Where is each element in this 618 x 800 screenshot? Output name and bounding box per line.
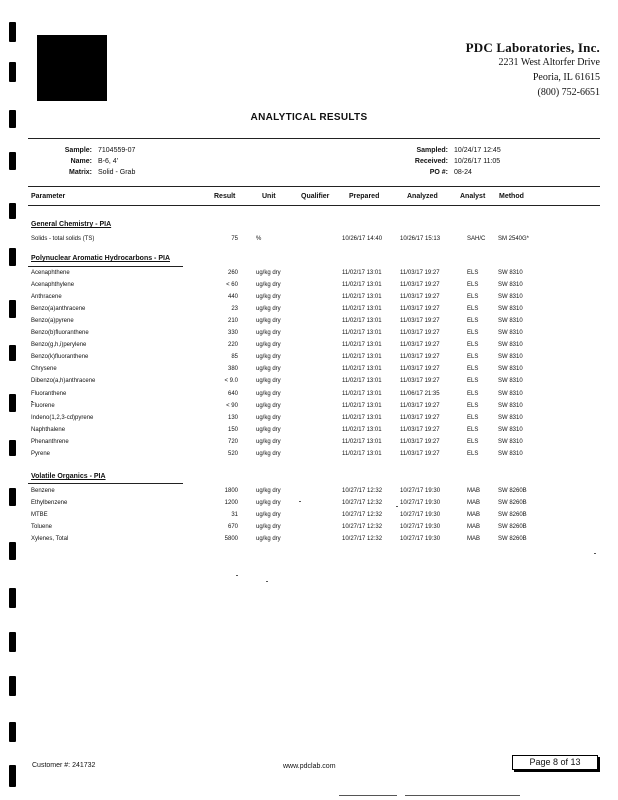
table-row <box>0 318 618 329</box>
unit: ug/kg dry <box>256 282 281 289</box>
param-name: Xylenes, Total <box>31 536 69 542</box>
result-value: < 90 <box>226 402 238 409</box>
prepared-date: 11/02/17 13:01 <box>342 342 382 349</box>
method: SW 8310 <box>498 438 523 445</box>
binder-mark <box>9 62 16 82</box>
col-method: Method <box>499 193 524 200</box>
unit: ug/kg dry <box>256 524 281 530</box>
unit: % <box>256 236 262 242</box>
unit: ug/kg dry <box>256 306 281 313</box>
prepared-date: 11/02/17 13:01 <box>342 390 382 397</box>
unit: ug/kg dry <box>256 500 281 506</box>
prepared-date: 11/02/17 13:01 <box>342 414 382 421</box>
binder-mark <box>9 152 16 170</box>
analyzed-date: 10/26/17 15:13 <box>400 236 441 242</box>
po-value: 08-24 <box>454 169 472 176</box>
matrix-label: Matrix: <box>69 169 92 176</box>
unit: ug/kg dry <box>256 342 281 349</box>
binder-mark <box>9 676 16 696</box>
result-value: 130 <box>227 414 238 421</box>
result-value: 640 <box>227 390 238 397</box>
sample-info-left <box>50 145 135 178</box>
company-city: Peoria, IL 61615 <box>532 72 600 83</box>
analyst: MAB <box>467 500 481 506</box>
method: SW 8310 <box>498 282 523 289</box>
analyzed-date: 11/06/17 21:35 <box>400 390 440 397</box>
col-analyzed: Analyzed <box>407 193 438 200</box>
analyzed-date: 11/03/17 19:27 <box>400 330 440 337</box>
prepared-date: 11/02/17 13:01 <box>342 270 382 276</box>
col-prepared: Prepared <box>349 193 380 200</box>
analyzed-date: 10/27/17 19:30 <box>400 488 441 494</box>
method: SW 8260B <box>498 500 527 506</box>
prepared-date: 11/02/17 13:01 <box>342 438 382 445</box>
table-row <box>0 306 618 317</box>
analyst: ELS <box>467 282 479 289</box>
result-value: 670 <box>227 524 238 530</box>
binder-mark <box>9 203 16 219</box>
section-underline <box>28 483 183 484</box>
analyzed-date: 11/03/17 19:27 <box>400 366 440 373</box>
unit: ug/kg dry <box>256 294 281 301</box>
param-name: Toluene <box>31 524 53 530</box>
method: SW 8310 <box>498 330 523 337</box>
result-value: 330 <box>227 330 238 337</box>
prepared-date: 11/02/17 13:01 <box>342 294 382 301</box>
table-row <box>0 500 618 511</box>
table-row <box>0 439 618 450</box>
param-name: Benzo(k)fluoranthene <box>31 354 89 361</box>
result-value: 5800 <box>224 536 238 542</box>
param-name: Benzo(b)fluoranthene <box>31 330 89 337</box>
table-row <box>0 282 618 293</box>
analyst: ELS <box>467 402 479 409</box>
binder-mark <box>9 248 16 266</box>
analyst: ELS <box>467 342 479 349</box>
prepared-date: 11/02/17 13:01 <box>342 402 382 409</box>
company-header <box>466 40 600 100</box>
analyzed-date: 10/27/17 19:30 <box>400 500 441 506</box>
table-row <box>0 378 618 389</box>
unit: ug/kg dry <box>256 512 281 518</box>
method: SW 8310 <box>498 414 523 421</box>
table-row <box>0 415 618 426</box>
unit: ug/kg dry <box>256 270 281 276</box>
unit: ug/kg dry <box>256 426 281 433</box>
binder-mark <box>9 588 16 608</box>
result-value: 520 <box>227 450 238 457</box>
method: SW 8310 <box>498 390 523 397</box>
company-phone: (800) 752-6651 <box>537 87 600 98</box>
customer-number: Customer #: 241732 <box>32 762 96 769</box>
analyst: ELS <box>467 450 479 457</box>
col-qualifier: Qualifier <box>301 193 330 200</box>
table-row <box>0 391 618 402</box>
analyzed-date: 10/27/17 19:30 <box>400 512 441 518</box>
param-name: Chrysene <box>31 366 57 373</box>
page-indicator: Page 8 of 13 <box>512 755 598 770</box>
analyzed-date: 10/27/17 19:30 <box>400 524 441 530</box>
method: SW 8310 <box>498 426 523 433</box>
method: SW 8260B <box>498 536 527 542</box>
analyst: ELS <box>467 414 479 421</box>
sample-value: 7104559-07 <box>98 147 136 154</box>
prepared-date: 10/27/17 12:32 <box>342 512 383 518</box>
unit: ug/kg dry <box>256 536 281 542</box>
method: SW 8310 <box>498 306 523 313</box>
param-name: Solids - total solids (TS) <box>31 236 95 242</box>
unit: ug/kg dry <box>256 414 281 421</box>
col-parameter: Parameter <box>31 193 66 200</box>
analyst: MAB <box>467 512 481 518</box>
analyst: SAH/C <box>467 236 486 242</box>
company-name: PDC Laboratories, Inc. <box>465 40 600 55</box>
scan-speck <box>266 581 268 582</box>
matrix-value: Solid - Grab <box>98 169 136 176</box>
sampled-value: 10/24/17 12:45 <box>454 147 501 154</box>
binder-mark <box>9 765 16 787</box>
result-value: 210 <box>227 318 238 325</box>
result-value: 1200 <box>224 500 238 506</box>
divider <box>405 795 520 796</box>
scan-speck <box>299 501 301 502</box>
prepared-date: 10/26/17 14:40 <box>342 236 383 242</box>
table-row <box>0 330 618 341</box>
analyzed-date: 11/03/17 19:27 <box>400 414 440 421</box>
table-row <box>0 427 618 438</box>
result-value: 150 <box>227 426 238 433</box>
method: SW 8310 <box>498 378 523 385</box>
result-value: 440 <box>227 294 238 301</box>
analyzed-date: 11/03/17 19:27 <box>400 306 440 313</box>
analyzed-date: 11/03/17 19:27 <box>400 450 440 457</box>
method: SW 8310 <box>498 366 523 373</box>
prepared-date: 10/27/17 12:32 <box>342 536 383 542</box>
unit: ug/kg dry <box>256 488 281 494</box>
scan-speck <box>31 401 33 402</box>
po-label: PO #: <box>429 169 448 176</box>
divider <box>28 138 600 139</box>
table-row <box>0 354 618 365</box>
prepared-date: 11/02/17 13:01 <box>342 450 382 457</box>
analyzed-date: 11/03/17 19:27 <box>400 378 440 385</box>
result-value: 31 <box>231 512 238 518</box>
param-name: Dibenzo(a,h)anthracene <box>31 378 96 385</box>
prepared-date: 11/02/17 13:01 <box>342 282 382 289</box>
prepared-date: 10/27/17 12:32 <box>342 500 383 506</box>
analyzed-date: 11/03/17 19:27 <box>400 354 440 361</box>
sample-label: Sample: <box>64 147 92 154</box>
param-name: Acenaphthylene <box>31 282 75 289</box>
param-name: Acenaphthene <box>31 270 70 276</box>
analyst: ELS <box>467 294 479 301</box>
unit: ug/kg dry <box>256 402 281 409</box>
result-value: < 9.0 <box>224 378 238 385</box>
section-title: Polynuclear Aromatic Hydrocarbons - PIA <box>31 255 170 262</box>
param-name: Naphthalene <box>31 426 66 433</box>
unit: ug/kg dry <box>256 450 281 457</box>
param-name: Fluorene <box>31 402 55 409</box>
sample-info-right <box>406 145 501 178</box>
method: SM 2540G* <box>498 236 530 242</box>
result-value: 380 <box>227 366 238 373</box>
analyst: ELS <box>467 306 479 313</box>
unit: ug/kg dry <box>256 378 281 385</box>
result-value: 720 <box>227 438 238 445</box>
page-title: ANALYTICAL RESULTS <box>250 112 368 123</box>
method: SW 8260B <box>498 524 527 530</box>
method: SW 8310 <box>498 450 523 457</box>
param-name: Phenanthrene <box>31 438 69 445</box>
received-value: 10/26/17 11:05 <box>454 158 501 165</box>
prepared-date: 11/02/17 13:01 <box>342 306 382 313</box>
method: SW 8310 <box>498 318 523 325</box>
method: SW 8310 <box>498 294 523 301</box>
analyst: ELS <box>467 378 479 385</box>
scan-speck <box>594 553 596 554</box>
unit: ug/kg dry <box>256 330 281 337</box>
table-row <box>0 451 618 462</box>
param-name: MTBE <box>31 512 48 518</box>
prepared-date: 10/27/17 12:32 <box>342 524 383 530</box>
result-value: 23 <box>231 306 238 313</box>
param-name: Benzo(a)anthracene <box>31 306 86 313</box>
company-address: 2231 West Altorfer Drive <box>498 57 600 68</box>
param-name: Anthracene <box>31 294 62 301</box>
method: SW 8260B <box>498 512 527 518</box>
param-name: Ethylbenzene <box>31 500 68 506</box>
analyst: ELS <box>467 438 479 445</box>
analyst: ELS <box>467 318 479 325</box>
table-row <box>0 270 618 281</box>
analyst: ELS <box>467 354 479 361</box>
result-value: 260 <box>227 270 238 276</box>
method: SW 8310 <box>498 402 523 409</box>
prepared-date: 11/02/17 13:01 <box>342 330 382 337</box>
param-name: Pyrene <box>31 450 51 457</box>
analyzed-date: 11/03/17 19:27 <box>400 294 440 301</box>
col-analyst: Analyst <box>460 193 486 200</box>
unit: ug/kg dry <box>256 318 281 325</box>
param-name: Fluoranthene <box>31 390 67 397</box>
col-result: Result <box>214 193 236 200</box>
table-row <box>0 342 618 353</box>
prepared-date: 10/27/17 12:32 <box>342 488 383 494</box>
unit: ug/kg dry <box>256 366 281 373</box>
result-value: 220 <box>227 342 238 349</box>
param-name: Benzo(g,h,i)perylene <box>31 342 87 349</box>
redacted-logo <box>37 35 107 101</box>
analyst: ELS <box>467 390 479 397</box>
table-row <box>0 524 618 535</box>
method: SW 8310 <box>498 342 523 349</box>
analyzed-date: 11/03/17 19:27 <box>400 318 440 325</box>
unit: ug/kg dry <box>256 438 281 445</box>
binder-mark <box>9 632 16 652</box>
scan-speck <box>396 506 398 507</box>
prepared-date: 11/02/17 13:01 <box>342 378 382 385</box>
name-label: Name: <box>70 158 92 165</box>
prepared-date: 11/02/17 13:01 <box>342 318 382 325</box>
analyzed-date: 11/03/17 19:27 <box>400 270 440 276</box>
result-value: 1800 <box>224 488 238 494</box>
analyzed-date: 11/03/17 19:27 <box>400 402 440 409</box>
analyzed-date: 11/03/17 19:27 <box>400 282 440 289</box>
result-value: 75 <box>231 236 238 242</box>
param-name: Indeno(1,2,3-cd)pyrene <box>31 414 94 421</box>
analyzed-date: 11/03/17 19:27 <box>400 342 440 349</box>
website: www.pdclab.com <box>283 763 336 770</box>
binder-mark <box>9 722 16 742</box>
method: SW 8310 <box>498 354 523 361</box>
table-row <box>0 536 618 547</box>
binder-mark <box>9 22 16 42</box>
result-value: < 60 <box>226 282 238 289</box>
received-label: Received: <box>414 158 448 165</box>
divider <box>28 205 600 206</box>
param-name: Benzene <box>31 488 55 494</box>
method: SW 8260B <box>498 488 527 494</box>
unit: ug/kg dry <box>256 354 281 361</box>
prepared-date: 11/02/17 13:01 <box>342 426 382 433</box>
analyst: MAB <box>467 524 481 530</box>
table-row <box>0 512 618 523</box>
table-row <box>0 236 618 247</box>
analyst: MAB <box>467 488 481 494</box>
table-row <box>0 403 618 414</box>
name-value: B-6, 4' <box>98 158 119 165</box>
analyzed-date: 11/03/17 19:27 <box>400 438 440 445</box>
section-underline <box>28 266 183 267</box>
section-title: General Chemistry - PIA <box>31 221 112 228</box>
prepared-date: 11/02/17 13:01 <box>342 366 382 373</box>
method: SW 8310 <box>498 270 523 276</box>
analyst: ELS <box>467 426 479 433</box>
analyst: ELS <box>467 330 479 337</box>
analyzed-date: 11/03/17 19:27 <box>400 426 440 433</box>
scan-speck <box>236 575 238 576</box>
analyst: ELS <box>467 366 479 373</box>
table-row <box>0 488 618 499</box>
analyst: MAB <box>467 536 481 542</box>
divider <box>28 186 600 187</box>
table-row <box>0 294 618 305</box>
sampled-label: Sampled: <box>416 147 448 154</box>
param-name: Benzo(a)pyrene <box>31 318 74 325</box>
prepared-date: 11/02/17 13:01 <box>342 354 382 361</box>
result-value: 85 <box>231 354 238 361</box>
divider <box>339 795 397 796</box>
unit: ug/kg dry <box>256 390 281 397</box>
section-title: Volatile Organics - PIA <box>31 473 106 480</box>
col-unit: Unit <box>262 193 276 200</box>
analyzed-date: 10/27/17 19:30 <box>400 536 441 542</box>
analyst: ELS <box>467 270 479 276</box>
table-row <box>0 366 618 377</box>
